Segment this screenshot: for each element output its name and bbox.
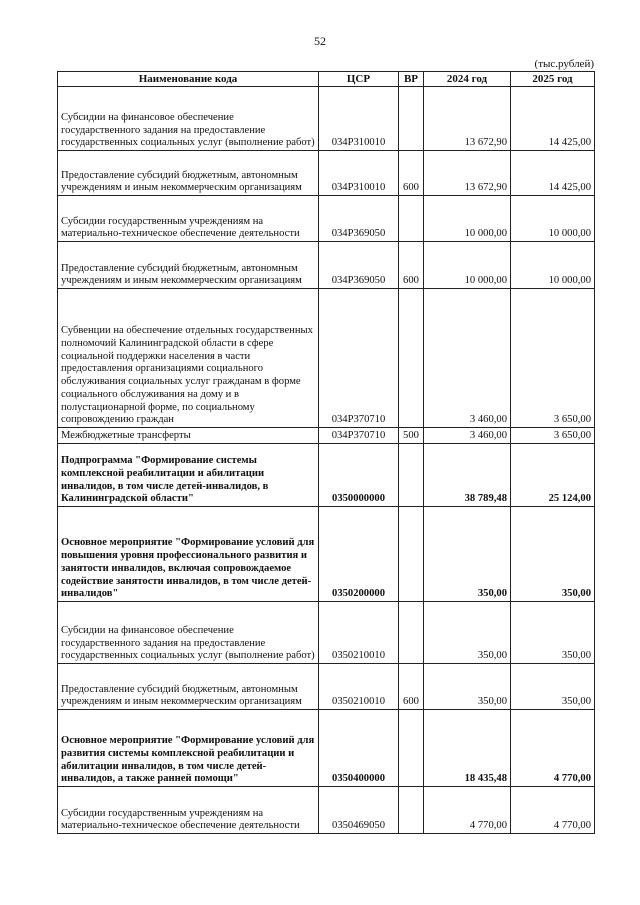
- row-vr: [399, 289, 424, 428]
- row-csr: 0350400000: [319, 710, 399, 787]
- header-name: Наименование кода: [58, 72, 319, 87]
- row-2024: 350,00: [424, 507, 511, 602]
- row-vr: [399, 87, 424, 151]
- row-2025: 14 425,00: [511, 151, 595, 196]
- row-2025: 4 770,00: [511, 787, 595, 834]
- row-vr: [399, 787, 424, 834]
- row-2024: 3 460,00: [424, 428, 511, 444]
- table-header-row: [58, 72, 595, 87]
- row-name: Субвенции на обеспечение отдельных государственных полномочий Калининградской области в сфере социальной поддержки населения в части предоставления организациями социального обслуживания социальных услуг гражданам в форме социального обслуживания на дому и в полустационарной форме, по социальному сопровождению граждан: [58, 289, 319, 428]
- header-2025: 2025 год: [511, 72, 595, 87]
- row-vr: [399, 602, 424, 664]
- header-csr: ЦСР: [319, 72, 399, 87]
- row-2024: 38 789,48: [424, 444, 511, 507]
- row-name: Основное мероприятие "Формирование условий для развития системы комплексной реабилитации и абилитации инвалидов, в том числе детей-инвалидов, а также ранней помощи": [58, 710, 319, 787]
- row-name: Подпрограмма "Формирование системы комплексной реабилитации и абилитации инвалидов, в том числе детей-инвалидов, в Калининградской области": [58, 444, 319, 507]
- row-csr: 034Р370710: [319, 428, 399, 444]
- row-vr: [399, 710, 424, 787]
- row-name: Предоставление субсидий бюджетным, автономным учреждениям и иным некоммерческим организациям: [58, 664, 319, 710]
- row-2025: 350,00: [511, 664, 595, 710]
- header-vr: ВР: [399, 72, 424, 87]
- row-2025: 25 124,00: [511, 444, 595, 507]
- table-row: [58, 87, 595, 151]
- row-name: Предоставление субсидий бюджетным, автономным учреждениям и иным некоммерческим организациям: [58, 242, 319, 289]
- table-row: [58, 787, 595, 834]
- table-row: [58, 710, 595, 787]
- row-csr: 034Р310010: [319, 151, 399, 196]
- table-row: [58, 151, 595, 196]
- table-row: [58, 428, 595, 444]
- row-2024: 10 000,00: [424, 196, 511, 242]
- row-name: Основное мероприятие "Формирование условий для повышения уровня профессионального развития и занятости инвалидов, включая сопровождаемое содействие занятости инвалидов, в том числе детей-инвалидов": [58, 507, 319, 602]
- budget-table: [57, 71, 595, 834]
- table-row: [58, 664, 595, 710]
- row-name: Субсидии на финансовое обеспечение государственного задания на предоставление государственных социальных услуг (выполнение работ): [58, 602, 319, 664]
- row-vr: 600: [399, 151, 424, 196]
- table-row: [58, 507, 595, 602]
- row-name: Субсидии на финансовое обеспечение государственного задания на предоставление государственных социальных услуг (выполнение работ): [58, 87, 319, 151]
- row-vr: [399, 507, 424, 602]
- row-name: Субсидии государственным учреждениям на материально-техническое обеспечение деятельности: [58, 787, 319, 834]
- row-vr: [399, 196, 424, 242]
- row-2024: 4 770,00: [424, 787, 511, 834]
- table-row: [58, 242, 595, 289]
- table-row: [58, 289, 595, 428]
- row-2024: 13 672,90: [424, 87, 511, 151]
- row-csr: 034Р369050: [319, 196, 399, 242]
- row-2025: 350,00: [511, 507, 595, 602]
- row-csr: 034Р310010: [319, 87, 399, 151]
- header-2024: 2024 год: [424, 72, 511, 87]
- row-2025: 4 770,00: [511, 710, 595, 787]
- row-2025: 14 425,00: [511, 87, 595, 151]
- table-row: [58, 196, 595, 242]
- table-row: [58, 602, 595, 664]
- row-csr: 0350210010: [319, 664, 399, 710]
- page-number: 52: [314, 34, 326, 48]
- table-row: [58, 444, 595, 507]
- row-csr: 0350469050: [319, 787, 399, 834]
- row-name: Предоставление субсидий бюджетным, автономным учреждениям и иным некоммерческим организациям: [58, 151, 319, 196]
- row-name: Межбюджетные трансферты: [58, 428, 319, 444]
- row-2024: 350,00: [424, 664, 511, 710]
- row-2024: 350,00: [424, 602, 511, 664]
- row-csr: 034Р369050: [319, 242, 399, 289]
- row-2025: 3 650,00: [511, 428, 595, 444]
- row-csr: 034Р370710: [319, 289, 399, 428]
- row-vr: 600: [399, 242, 424, 289]
- row-2025: 10 000,00: [511, 196, 595, 242]
- row-2024: 3 460,00: [424, 289, 511, 428]
- row-vr: 500: [399, 428, 424, 444]
- row-csr: 0350210010: [319, 602, 399, 664]
- row-name: Субсидии государственным учреждениям на материально-техническое обеспечение деятельности: [58, 196, 319, 242]
- row-2025: 10 000,00: [511, 242, 595, 289]
- units-label: (тыс.рублей): [534, 58, 594, 70]
- row-2024: 13 672,90: [424, 151, 511, 196]
- row-2024: 18 435,48: [424, 710, 511, 787]
- row-2025: 350,00: [511, 602, 595, 664]
- row-2025: 3 650,00: [511, 289, 595, 428]
- row-csr: 0350200000: [319, 507, 399, 602]
- row-csr: 0350000000: [319, 444, 399, 507]
- row-vr: 600: [399, 664, 424, 710]
- row-vr: [399, 444, 424, 507]
- row-2024: 10 000,00: [424, 242, 511, 289]
